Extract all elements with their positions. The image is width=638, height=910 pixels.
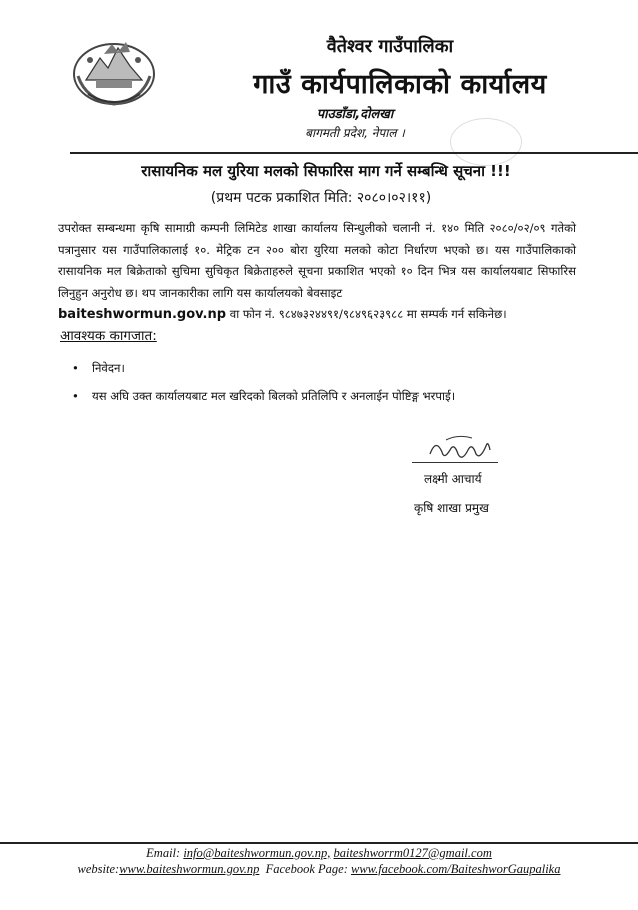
list-item bbox=[60, 386, 580, 414]
footer-email-line bbox=[0, 846, 638, 861]
office-location: पाउडाँडा,दोलखा bbox=[316, 107, 394, 122]
footer-divider bbox=[0, 842, 638, 844]
notice-body-text: उपरोक्त सम्बन्धमा कृषि सामाग्री कम्पनी लिमिटेड शाखा कार्यालय सिन्धुलीको चलानी नं. १४० मिति २०८०/०२/०९ गतेको पत्रानुसार यस गाउँपालिकालाई १०. मेट्रिक टन २०० बोरा युरिया मलको कोटा निर्धारण भएको छ। यस गाउँपालिकाको रासायनिक मल बिक्रेताको सुचिमा सुचिकृत बिक्रेताहरुले सूचना प्रकाशित भएको १० दिन भित्र यस कार्यालयबाट सिफारिस लिनुहुन अनुरोध छ। थप जानकारीका लागि यस कार्यालयको बेवसाइट bbox=[58, 221, 576, 300]
header-divider bbox=[70, 152, 638, 154]
email-link-2[interactable]: baiteshworrm0127@gmail.com bbox=[333, 846, 492, 860]
bullet-icon: • bbox=[72, 361, 79, 375]
requirements-heading: आवश्यक कागजात: bbox=[60, 328, 157, 344]
signatory-name: लक्ष्मी आचार्य bbox=[424, 472, 482, 486]
municipality-name: वैतेश्वर गाउँपालिका bbox=[326, 36, 454, 57]
website-url: baiteshwormun.gov.np bbox=[58, 307, 227, 322]
notice-title: रासायनिक मल युरिया मलको सिफारिस माग गर्ने सम्बन्धि सूचना !!! bbox=[141, 162, 511, 180]
list-item-text: निवेदन। bbox=[92, 361, 125, 375]
footer-web-line bbox=[0, 862, 638, 877]
publish-date: (प्रथम पटक प्रकाशित मिति: २०८०।०२।११) bbox=[210, 190, 432, 206]
website-label: website: bbox=[77, 862, 120, 876]
notice-body bbox=[58, 218, 576, 326]
office-name: गाउँ कार्यपालिकाको कार्यालय bbox=[253, 69, 547, 100]
signature-line bbox=[412, 462, 498, 463]
list-item-text: यस अघि उक्त कार्यालयबाट मल खरिदको बिलको प्रतिलिपि र अनलाईन पोष्टिङ्ग भरपाई। bbox=[92, 389, 456, 403]
facebook-label: Facebook Page: bbox=[265, 862, 348, 876]
nepal-emblem-logo bbox=[66, 30, 162, 108]
bullet-icon: • bbox=[72, 389, 79, 403]
signatory-title: कृषि शाखा प्रमुख bbox=[414, 501, 489, 515]
office-province: बागमती प्रदेश, नेपाल । bbox=[305, 126, 405, 140]
notice-body-end: वा फोन नं. ९८४७३२४४९१/९८४९६२३९८८ मा सम्पर्क गर्न सकिनेछ। bbox=[229, 307, 507, 321]
website-link[interactable]: www.baiteshwormun.gov.np bbox=[119, 862, 260, 876]
list-item bbox=[60, 358, 580, 386]
email-link-1[interactable]: info@baiteshwormun.gov.np, bbox=[183, 846, 331, 860]
email-label: Email: bbox=[146, 846, 181, 860]
requirements-list bbox=[60, 358, 580, 414]
office-stamp bbox=[450, 118, 522, 166]
facebook-link[interactable]: www.facebook.com/BaiteshworGaupalika bbox=[351, 862, 561, 876]
